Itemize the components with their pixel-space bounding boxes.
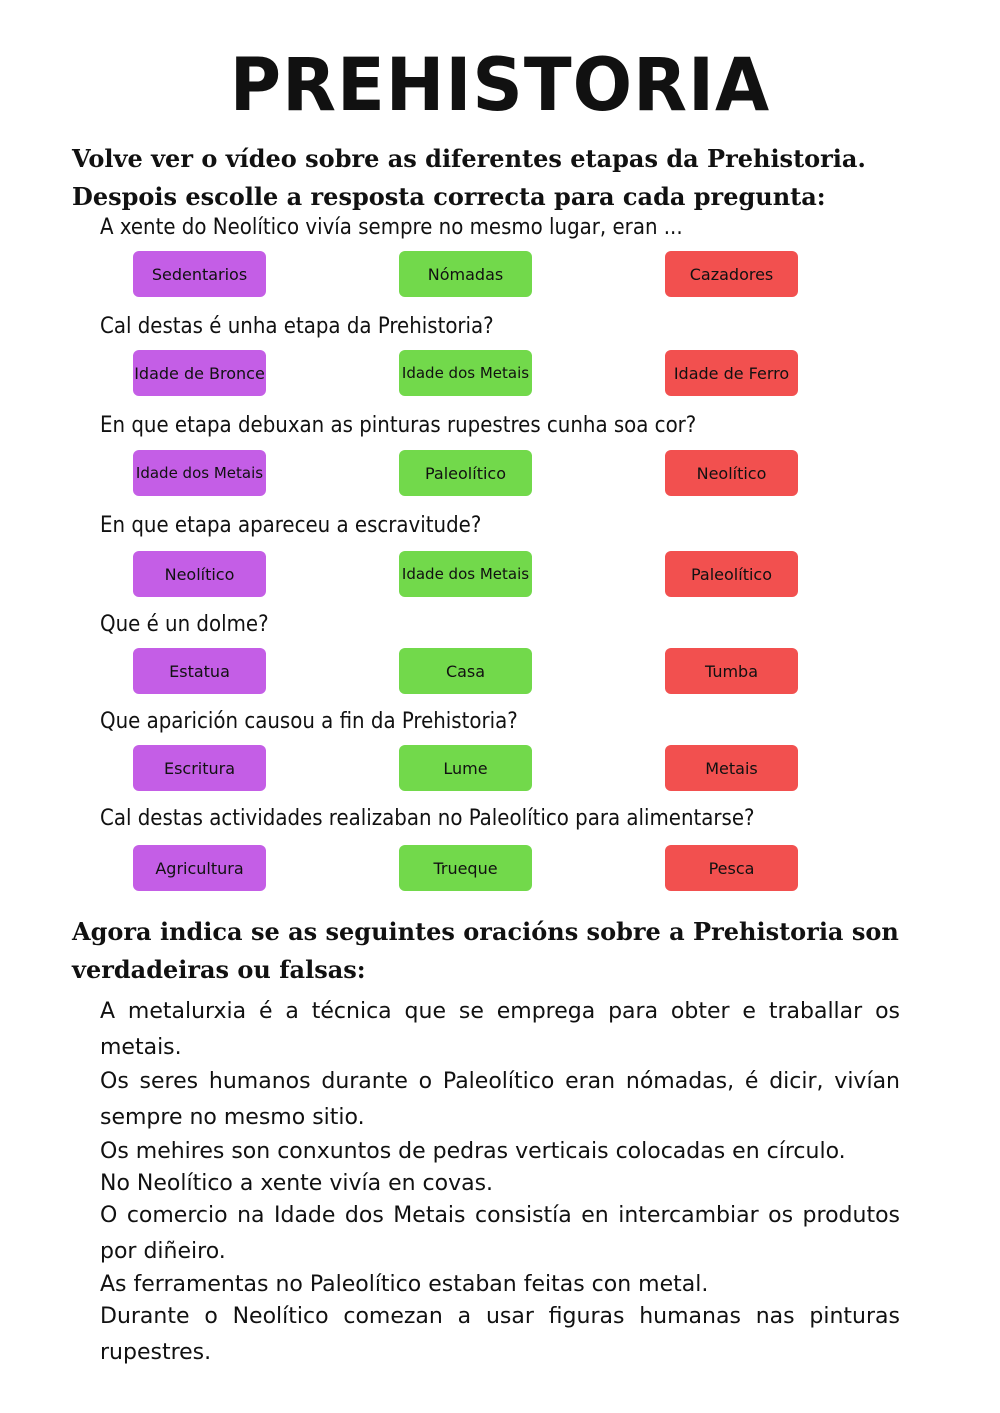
q1-option-a[interactable]: Sedentarios xyxy=(133,251,266,297)
q1-option-b[interactable]: Nómadas xyxy=(399,251,532,297)
q3-option-b[interactable]: Paleolítico xyxy=(399,450,532,496)
q6-option-c[interactable]: Metais xyxy=(665,745,798,791)
q7-option-c[interactable]: Pesca xyxy=(665,845,798,891)
q6-option-b[interactable]: Lume xyxy=(399,745,532,791)
statement-5[interactable]: O comercio na Idade dos Metais consistía en intercambiar os produtos por diñeiro. xyxy=(100,1203,900,1264)
question-4: En que etapa apareceu a escravitude? xyxy=(100,513,482,538)
q3-option-a[interactable]: Idade dos Metais xyxy=(133,450,266,496)
q4-option-a[interactable]: Neolítico xyxy=(133,551,266,597)
statement-3[interactable]: Os mehires son conxuntos de pedras verticais colocadas en círculo. xyxy=(100,1139,846,1164)
page-title: PREHISTORIA xyxy=(229,41,771,129)
q4-option-b[interactable]: Idade dos Metais xyxy=(399,551,532,597)
q5-option-c[interactable]: Tumba xyxy=(665,648,798,694)
q2-option-c[interactable]: Idade de Ferro xyxy=(665,350,798,396)
question-6: Que aparición causou a fin da Prehistoria? xyxy=(100,709,518,734)
q1-option-c[interactable]: Cazadores xyxy=(665,251,798,297)
q2-option-a[interactable]: Idade de Bronce xyxy=(133,350,266,396)
q6-option-a[interactable]: Escritura xyxy=(133,745,266,791)
statement-2[interactable]: Os seres humanos durante o Paleolítico eran nómadas, é dicir, vivían sempre no mesmo sitio. xyxy=(100,1069,900,1130)
statement-7[interactable]: Durante o Neolítico comezan a usar figuras humanas nas pinturas rupestres. xyxy=(100,1304,900,1365)
statement-1[interactable]: A metalurxia é a técnica que se emprega para obter e traballar os metais. xyxy=(100,999,900,1060)
true-false-intro: Agora indica se as seguintes oracións sobre a Prehistoria son verdadeiras ou falsas: xyxy=(72,917,899,984)
question-1: A xente do Neolítico vivía sempre no mesmo lugar, eran ... xyxy=(100,215,683,240)
q5-option-a[interactable]: Estatua xyxy=(133,648,266,694)
question-3: En que etapa debuxan as pinturas rupestres cunha soa cor? xyxy=(100,413,697,438)
q4-option-c[interactable]: Paleolítico xyxy=(665,551,798,597)
question-5: Que é un dolme? xyxy=(100,612,269,637)
q7-option-b[interactable]: Trueque xyxy=(399,845,532,891)
q2-option-b[interactable]: Idade dos Metais xyxy=(399,350,532,396)
q5-option-b[interactable]: Casa xyxy=(399,648,532,694)
statement-4[interactable]: No Neolítico a xente vivía en covas. xyxy=(100,1171,494,1196)
statement-6[interactable]: As ferramentas no Paleolítico estaban feitas con metal. xyxy=(100,1272,709,1297)
intro-text: Volve ver o vídeo sobre as diferentes etapas da Prehistoria. Despois escolle a resposta correcta para cada pregunta: xyxy=(72,144,866,211)
question-2: Cal destas é unha etapa da Prehistoria? xyxy=(100,314,494,339)
question-7: Cal destas actividades realizaban no Paleolítico para alimentarse? xyxy=(100,806,755,831)
q7-option-a[interactable]: Agricultura xyxy=(133,845,266,891)
q3-option-c[interactable]: Neolítico xyxy=(665,450,798,496)
